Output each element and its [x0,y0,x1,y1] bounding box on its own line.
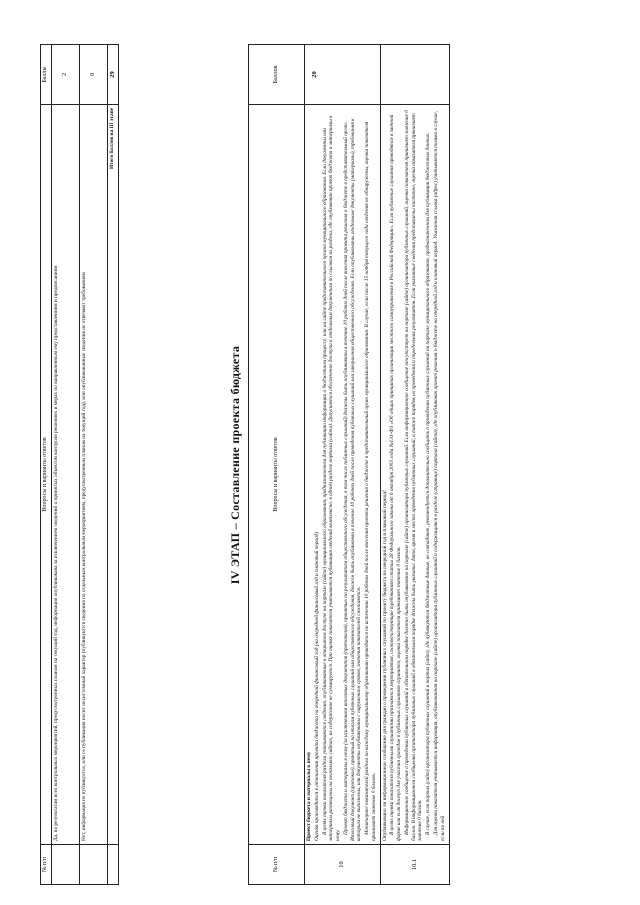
table-cell-num [79,845,107,885]
table-row [51,45,79,885]
paragraph: Информационное сообщение о проведении публичных слушаний в обязательном порядке должно быть опубликовано на портале (сайте) организатора публичных слушаний. Если информационное сообщение отсутствует на портале (сайте) организатора публичных слушаний, оценка показателя принимает значение 0 баллов. В информационном сообщении организатора публичных слушаний в обязательном порядке должны быть указаны: дата, время и место проведения публичных слушаний, а также порядок их проведения и определения результатов. Если указанные сведения представлены частично, оценка показателя принимает значение 0 баллов. [403,110,424,841]
paragraph: Мониторинг показателей раздела по каждому муниципальному образованию проводится по истечении 10 рабочих дней после внесения проекта решения о бюджете в представительный орган муниципального образования. В случае, если после 15 ноября текущего года сведения не обнаружены, оценка показателя принимает значение 0 баллов. [364,121,377,841]
answer-option-points: 2 [51,45,79,105]
stage-3-table-continuation [40,44,119,885]
answer-option-text: Нет, информация не публикуется, или се публикация носит несистемный характер (публикуются сведения по отдельным контрольным мероприятиям, предусмотренным планом на текущий год), или опубликованные сведения не отвечают требованиям [79,105,107,845]
column-header-num: № п/п [249,845,305,885]
column-header-question: Вопросы и варианты ответов [249,105,305,845]
answer-option-points: 0 [79,45,107,105]
row-number: 10.1 [380,845,449,885]
question-cell [305,105,381,845]
table-header-row [41,45,52,885]
paragraph: В случае, если портал (сайт) организатора публичных слушаний и портал (сайт), где публикуются бюджетные данные, не совпадают, рекомендуется дополнительно сообщать о проведении публичных слушаний на портале муниципального образования, предназначенном для публикации бюджетных данных. [425,132,432,835]
total-row [107,45,118,885]
column-header-points: Баллы [41,45,52,105]
stage-4-table [248,44,450,885]
column-header-question: Вопросы и варианты ответов [41,105,52,845]
table-header-row [249,45,305,885]
answer-option-text: Да, по результатам всех контрольных мероприятий, предусмотренных планом на текущий год, информация опубликована за исключением сведений о принятых объектом контроля решениях и мерах по направленным ему представлениям и предписаниям [51,105,79,845]
stage-title: IV ЭТАП – Составление проекта бюджета [228,345,242,585]
table-cell-num [107,845,118,885]
row-number: 10 [305,845,381,885]
total-value: 29 [107,45,118,105]
section-title: Проект бюджета и материалы к нему [306,751,312,841]
question-text: Опубликовано ли информационное сообщение для граждан о проведении публичных слушаний по проекту бюджета на очередной год и плановый период? [381,489,388,841]
paragraph: Проект бюджета и материалы к нему (за исключением итоговых документов (протоколов), принятых по результатам общественного обсуждения, в том числе публичных слушаний) должны быть опубликованы в течение 10 рабочих дней после внесения проекта решения о бюджете в представительный орган. Итоговый документ (протокол), принятый по итогам публичных слушаний или общественного обсуждения, должен быть опубликован в течение 10 рабочих дней после проведения публичных слушаний или завершения общественного обсуждения. Если опубликованы отдельные документы (материалы), требования к которым не выполнены, или документы опубликованы с нарушением сроков, значения показателей снижаются. [342,118,363,841]
table-row-10-1 [380,45,449,885]
table-row [79,45,107,885]
question-cell [380,105,449,845]
table-row-10 [305,45,381,885]
total-label: Итого баллов на III этапе [107,105,118,845]
row-points [380,45,449,105]
column-header-points: Баллов [249,45,305,105]
paragraph: Для оценки показателя учитывается информация, опубликованная на портале (сайте) организатора публичных слушаний и содержащаяся в разделе (странице) портала (сайта), где опубликован проект решения о бюджете на очередной год и плановый период. Указанная ссылка (адрес) учитывается только в случае, если по ней [433,111,446,841]
row-points: 20 [305,45,381,105]
section-subtitle: Оценка производится в отношении проекта бюджета на очередной финансовый год (на очередной финансовый год и плановый период) [313,531,320,841]
paragraph: В целях оценки показателя раздела учитываются сведения, опубликованные в открытом доступе на портале (сайте) муниципального образования, предназначенном для публикации информации о бюджетном процессе, или на сайте представительного органа муниципального образования. Если документы или материалы размещены на нескольких сайтах, их содержание не суммируется. При оценке показателя учитывается публикация сведений комплексно, в одном разделе портала (сайта). Допускается обеспечение доступа к отдельным документам по ссылкам из раздела, где опубликован проект бюджета и материалы к нему. [321,115,342,841]
paragraph: В целях оценки показателя публичными слушаниями признаются мероприятия, соответствующие требованиям статьи 28 Федерального закона от 6 октября 2003 года №131-ФЗ «Об общих принципах организации местного самоуправления в Российской Федерации». Если публичные слушания проводятся в заочной форме или если доступ для участия граждан в публичных слушаниях ограничен, оценка показателя принимает значение 0 баллов. [389,114,403,841]
column-header-num: № п/п [41,845,52,885]
table-cell-num [51,845,79,885]
